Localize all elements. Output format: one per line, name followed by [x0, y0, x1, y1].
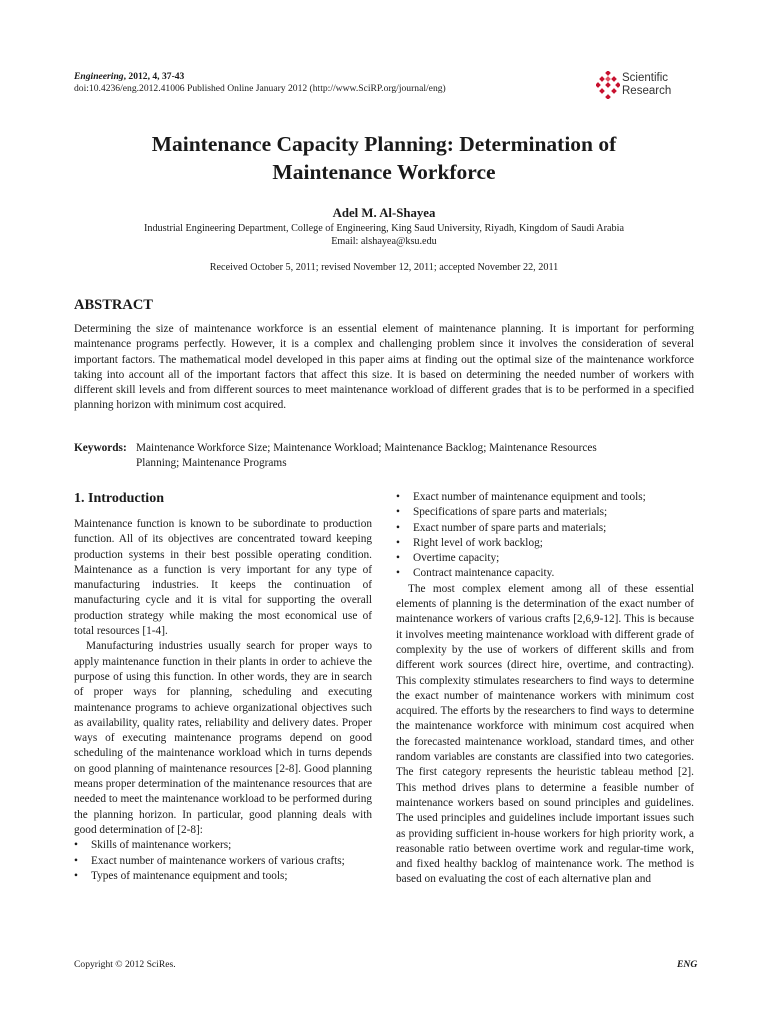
bullet-marker: •	[396, 491, 400, 503]
bullet-marker: •	[74, 854, 78, 867]
author-email: Email: alshayea@ksu.edu	[331, 236, 437, 247]
list-item	[74, 838, 372, 853]
logo-icon	[596, 71, 620, 99]
keywords-line-1: Maintenance Workforce Size; Maintenance Workload; Maintenance Backlog; Maintenance Resources	[136, 442, 597, 454]
list-item	[396, 490, 694, 505]
list-item	[396, 505, 694, 520]
journal-name: Engineering	[74, 71, 124, 82]
logo-word-research: Research	[622, 85, 672, 97]
list-item-text: Exact number of spare parts and materials;	[413, 521, 607, 534]
title-line-2: Maintenance Workforce	[272, 160, 496, 184]
paper-title	[74, 130, 694, 186]
list-item-text: Contract maintenance capacity.	[413, 567, 555, 580]
list-item-text: Right level of work backlog;	[413, 536, 543, 549]
affiliation-text: Industrial Engineering Department, College of Engineering, King Saud University, Riyadh, Kingdom of Saudi Arabia	[143, 223, 625, 234]
received-dates: Received October 5, 2011; revised November 12, 2011; accepted November 22, 2011	[209, 262, 559, 273]
title-line-1: Maintenance Capacity Planning: Determination of	[151, 132, 617, 156]
bullet-marker: •	[396, 506, 400, 519]
keywords-block	[74, 441, 694, 472]
list-item	[396, 566, 694, 581]
author-affiliation	[74, 222, 694, 248]
bullet-marker: •	[396, 552, 400, 565]
list-item-text: Skills of maintenance workers;	[91, 839, 232, 852]
list-item-text: Exact number of maintenance workers of various crafts;	[91, 854, 345, 867]
keywords-label: Keywords:	[74, 442, 127, 454]
list-item	[74, 854, 372, 869]
bullet-marker: •	[74, 839, 78, 852]
abstract-body: Determining the size of maintenance workforce is an essential element of maintenance planning. It is important for performing maintenance programs perfectly. However, it is a complex and challenging problem since it involves the consideration of several important factors. The mathematical model developed in this paper aims at finding out the optimal size of the maintenance workforce taking into account all of the important factors that affect this size. It is based on determining the needed number of workers with different skill levels and from different sources to meet maintenance workload of different grades that is to be performed in a specified planning horizon with minimum cost acquired.	[74, 323, 694, 412]
bullet-marker: •	[396, 521, 400, 534]
doi-line: doi:10.4236/eng.2012.41006 Published Online January 2012 (http://www.SciRP.org/journal/eng)	[74, 83, 446, 94]
right-column	[396, 490, 694, 888]
abstract-heading: ABSTRACT	[74, 297, 153, 313]
list-item-text: Specifications of spare parts and materials;	[413, 506, 608, 519]
journal-citation	[74, 71, 446, 83]
journal-volume: , 2012, 4, 37-43	[123, 71, 185, 82]
intro-paragraph-1: Maintenance function is known to be subordinate to production function. All of its objectives are concentrated toward keeping production systems in their best possible operating condition. Maintenance as a function is very important for any type of manufacturing industries. It keeps the continuation of manufacturing cycle and it is vital for supporting the overall production strategy while making the most economical use of total resources [1-4].	[74, 518, 372, 638]
bullet-list-left	[74, 838, 372, 884]
left-column	[74, 490, 372, 884]
list-item	[396, 536, 694, 551]
list-item	[396, 521, 694, 536]
list-item-text: Exact number of maintenance equipment and tools;	[413, 491, 646, 503]
footer-copyright: Copyright © 2012 SciRes.	[74, 959, 176, 970]
intro-paragraph-3: The most complex element among all of these essential elements of planning is the determination of the exact number of maintenance workers of various crafts [2,6,9-12]. This is because it involves meeting maintenance workload with different grade of complexity by the use of workers of different skills and from different work sources (direct hire, overtime, and contracting). This complexity stimulates researchers to find ways to determine the exact number of maintenance workers with minimum cost acquired. The efforts by the researchers to find ways to determine the maintenance workforce with minimum cost acquired when the forecasted maintenance workload, standard times, and other random variables are constants are classified into two categories. The first category represents the heuristic tableau method [2]. This method drives plans to determine a feasible number of maintenance workers based on sound principles and guidelines. The used principles and guidelines include important issues such as providing sufficient in-house workers for high priority work, a reasonable ratio between overtime work and regular-time work, and fixed healthy backlog of maintenance work. The method is based on evaluating the cost of each alternative plan and	[396, 582, 694, 886]
list-item	[396, 551, 694, 566]
list-item-text: Types of maintenance equipment and tools;	[91, 869, 288, 882]
keywords-line-2: Planning; Maintenance Programs	[136, 457, 287, 470]
list-item	[74, 869, 372, 884]
introduction-heading: 1. Introduction	[74, 491, 164, 506]
journal-header	[74, 71, 446, 95]
author-name: Adel M. Al-Shayea	[332, 206, 436, 220]
bullet-list-right	[396, 490, 694, 582]
logo-word-scientific: Scientific	[622, 72, 669, 84]
bullet-marker: •	[396, 536, 400, 549]
bullet-marker: •	[74, 869, 78, 882]
bullet-marker: •	[396, 567, 400, 580]
intro-paragraph-2: Manufacturing industries usually search for proper ways to apply maintenance function in their plants in order to achieve the purpose of using this function. In other words, they are in search of proper ways for planning, scheduling and executing maintenance programs to achieve organizational objectives such as availability, quality rates, reliability and delivery dates. Proper ways of executing maintenance programs depend on good scheduling of the maintenance workload which in turns depends on good planning of maintenance resources [2-8]. Good planning means proper determination of the maintenance resources that are needed to meet the maintenance workload to be performed during the planning horizon. In particular, good planning deals with good determination of [2-8]:	[74, 640, 372, 836]
footer-journal-abbr: ENG	[677, 959, 698, 970]
scientific-research-logo	[596, 70, 706, 100]
list-item-text: Overtime capacity;	[413, 552, 500, 565]
